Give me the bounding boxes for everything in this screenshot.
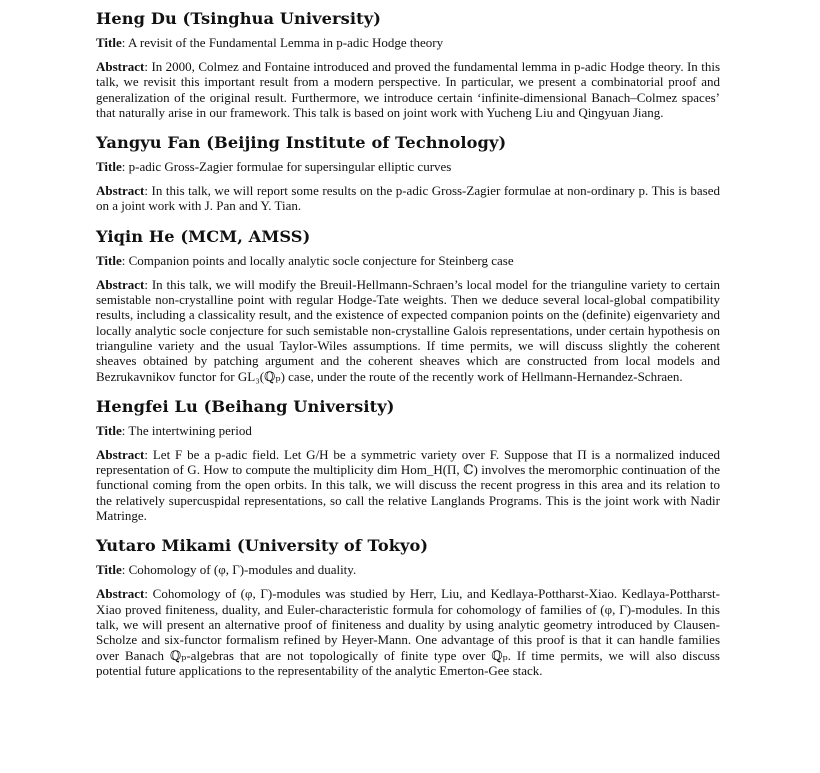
- speaker-heading: Heng Du (Tsinghua University): [96, 9, 381, 28]
- colon: :: [121, 35, 126, 50]
- abstract-paragraph: [96, 586, 720, 678]
- colon: :: [121, 252, 126, 268]
- title-label: Title: [96, 422, 122, 438]
- colon: :: [121, 422, 126, 438]
- abstract-label: Abstract: [96, 183, 145, 199]
- title-label: Title: [96, 159, 122, 175]
- colon: :: [121, 562, 126, 578]
- colon: :: [144, 183, 149, 199]
- title-label: Title: [96, 35, 122, 50]
- speaker-heading: Yangyu Fan (Beijing Institute of Technology): [96, 133, 507, 153]
- abstract-text: In this talk, we will report some results on the p-adic Gross-Zagier formulae at non-ordinary p. This is based on a joint work with J. Pan and Y. Tian.: [96, 183, 720, 214]
- talk-title: The intertwining period: [128, 422, 252, 438]
- talk-entry: [96, 226, 720, 384]
- talk-title-line: [96, 253, 720, 269]
- abstract-paragraph: [96, 277, 720, 384]
- colon: :: [144, 446, 149, 462]
- abstract-paragraph: [96, 183, 720, 214]
- abstract-label: Abstract: [96, 59, 145, 74]
- talk-title: A revisit of the Fundamental Lemma in p-adic Hodge theory: [127, 35, 444, 50]
- talk-list: [96, 8, 720, 690]
- talk-title: Cohomology of (φ, Γ)-modules and duality.: [128, 562, 357, 578]
- title-label: Title: [96, 252, 122, 268]
- talk-title-line: [96, 423, 720, 439]
- colon: :: [144, 276, 149, 292]
- abstract-text: Cohomology of (φ, Γ)-modules was studied by Herr, Liu, and Kedlaya-Pottharst-Xiao. Kedlaya-Pottharst-Xiao proved finiteness, duality, and Euler-characteristic formula for cohomology of families of (φ, Γ)-modules. In this talk, we will present an alternative proof of finiteness and duality by using analytic geometry introduced by Clausen-Scholze and six-functor formalism refined by Heyer-Mann. One advantage of this proof is that it can handle families over Banach ℚₚ-algebras that are not topologically of finite type over ℚₚ. If time permits, we will also discuss potential future applications to the representability of the analytic Emerton-Gee stack.: [96, 586, 720, 678]
- talk-title-line: [96, 562, 720, 578]
- abstract-text: In 2000, Colmez and Fontaine introduced and proved the fundamental lemma in p-adic Hodge theory. In this talk, we revisit this important result from a modern perspective. In particular, we present a combinatorial proof and generalization of the original result. Furthermore, we introduce certain ‘infinite-dimensional Banach–Colmez spaces’ that naturally arise in our framework. This talk is based on joint work with Yucheng Liu and Qingyuan Jiang.: [96, 59, 721, 120]
- abstract-paragraph: [96, 447, 720, 523]
- title-label: Title: [96, 562, 122, 578]
- speaker-heading: Yiqin He (MCM, AMSS): [96, 226, 311, 246]
- talk-entry: [96, 535, 720, 678]
- talk-entry: [96, 8, 720, 120]
- speaker-heading: Hengfei Lu (Beihang University): [96, 396, 395, 416]
- colon: :: [144, 59, 149, 74]
- abstract-paragraph: [96, 59, 720, 120]
- talk-title-line: [96, 159, 720, 175]
- abstract-text: In this talk, we will modify the Breuil-Hellmann-Schraen’s local model for the trianguline variety to certain semistable non-crystalline point with regular Hodge-Tate weights. Then we deduce several local-global compatibility results, including a classicality result, and the existence of expected companion points on the (definite) eigenvariety and locally analytic socle conjecture for such semistable non-crystalline Galois representations, under certain hypothesis on trianguline variety and the usual Taylor-Wiles assumptions. If time permits, we will discuss slightly the coherent sheaves obtained by patching argument and the coherent sheaves which are constructed from local models and Bezrukavnikov functor for GL₃(ℚₚ) case, under the route of the recently work of Hellmann-Hernandez-Schraen.: [96, 276, 721, 384]
- colon: :: [144, 586, 149, 602]
- abstract-label: Abstract: [96, 276, 145, 292]
- talk-title-line: [96, 35, 720, 51]
- colon: :: [121, 159, 126, 175]
- talk-entry: [96, 132, 720, 214]
- abstract-text: Let F be a p-adic field. Let G/H be a symmetric variety over F. Suppose that Π is a normalized induced representation of G. How to compute the multiplicity dim Hom_H(Π, ℂ) involves the meromorphic continuation of the functional coming from the open orbits. In this talk, we will discuss the recent progress in this area and its relation to the relatively supercuspidal representations, so call the relative Langlands Programs. This is the joint work with Nadir Matringe.: [96, 446, 720, 524]
- abstract-label: Abstract: [96, 446, 145, 462]
- talk-entry: [96, 396, 720, 523]
- talk-title: p-adic Gross-Zagier formulae for supersingular elliptic curves: [128, 159, 452, 175]
- speaker-heading: Yutaro Mikami (University of Tokyo): [96, 536, 429, 556]
- talk-title: Companion points and locally analytic socle conjecture for Steinberg case: [128, 252, 514, 268]
- abstract-label: Abstract: [96, 586, 145, 602]
